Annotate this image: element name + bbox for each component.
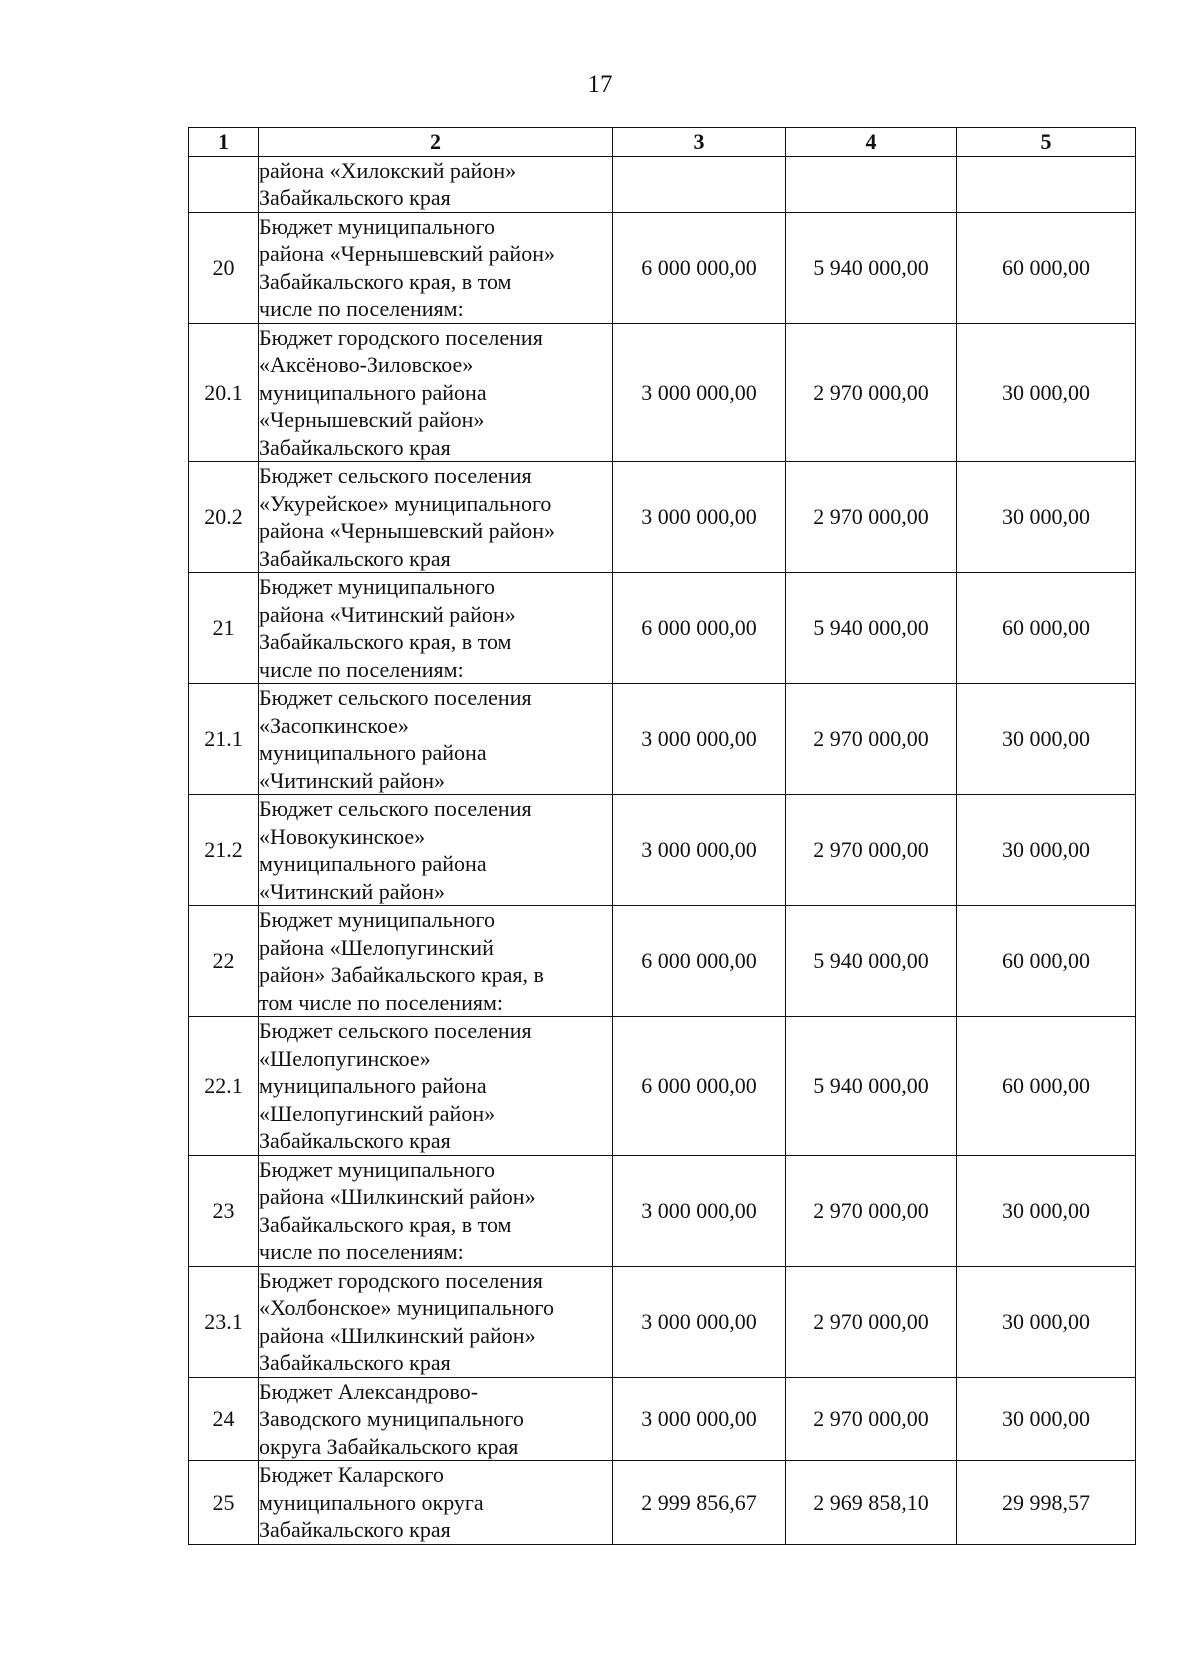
row-amount-col3: 6 000 000,00 — [613, 1017, 786, 1156]
row-amount-col4: 5 940 000,00 — [786, 906, 957, 1017]
row-amount-col3: 3 000 000,00 — [613, 795, 786, 906]
row-number: 25 — [189, 1461, 259, 1545]
row-amount-col5: 30 000,00 — [957, 1266, 1136, 1377]
row-amount-col4: 2 970 000,00 — [786, 1155, 957, 1266]
row-amount-col4: 2 970 000,00 — [786, 323, 957, 462]
row-amount-col5: 60 000,00 — [957, 906, 1136, 1017]
table-row — [189, 323, 1136, 462]
row-description: Бюджет муниципального района «Читинский район» Забайкальского края, в том числе по поселениям: — [259, 573, 613, 684]
row-amount-col3: 3 000 000,00 — [613, 1155, 786, 1266]
row-amount-col3: 2 999 856,67 — [613, 1461, 786, 1545]
row-amount-col5: 29 998,57 — [957, 1461, 1136, 1545]
budget-table — [188, 127, 1136, 1545]
row-amount-col4: 2 970 000,00 — [786, 795, 957, 906]
row-amount-col4: 2 970 000,00 — [786, 1377, 957, 1461]
row-description: Бюджет Каларского муниципального округа Забайкальского края — [259, 1461, 613, 1545]
row-amount-col5: 30 000,00 — [957, 1155, 1136, 1266]
row-amount-col5: 30 000,00 — [957, 795, 1136, 906]
table-row — [189, 795, 1136, 906]
page-number: 17 — [587, 71, 613, 98]
row-number: 21.1 — [189, 684, 259, 795]
row-description: Бюджет сельского поселения «Укурейское» муниципального района «Чернышевский район» Забайкальского края — [259, 462, 613, 573]
table-row — [189, 1017, 1136, 1156]
row-description: Бюджет муниципального района «Шелопугинский район» Забайкальского края, в том числе по поселениям: — [259, 906, 613, 1017]
row-amount-col3: 6 000 000,00 — [613, 906, 786, 1017]
row-number: 22 — [189, 906, 259, 1017]
row-amount-col4: 2 970 000,00 — [786, 462, 957, 573]
table-row — [189, 1377, 1136, 1461]
table-row — [189, 462, 1136, 573]
row-description: Бюджет муниципального района «Чернышевский район» Забайкальского края, в том числе по поселениям: — [259, 212, 613, 323]
row-amount-col4: 5 940 000,00 — [786, 573, 957, 684]
row-description: Бюджет сельского поселения «Засопкинское» муниципального района «Читинский район» — [259, 684, 613, 795]
column-header-4: 4 — [786, 128, 957, 157]
table-row — [189, 684, 1136, 795]
table-row — [189, 1266, 1136, 1377]
row-number: 20 — [189, 212, 259, 323]
column-header-5: 5 — [957, 128, 1136, 157]
row-description: Бюджет муниципального района «Шилкинский район» Забайкальского края, в том числе по поселениям: — [259, 1155, 613, 1266]
row-amount-col3: 3 000 000,00 — [613, 1377, 786, 1461]
table-row — [189, 1155, 1136, 1266]
table-row — [189, 573, 1136, 684]
table-row — [189, 906, 1136, 1017]
row-amount-col3 — [613, 156, 786, 212]
row-amount-col4: 5 940 000,00 — [786, 212, 957, 323]
row-amount-col4: 2 970 000,00 — [786, 684, 957, 795]
row-description: Бюджет городского поселения «Холбонское» муниципального района «Шилкинский район» Забайкальского края — [259, 1266, 613, 1377]
row-number: 22.1 — [189, 1017, 259, 1156]
row-amount-col3: 3 000 000,00 — [613, 684, 786, 795]
row-amount-col3: 3 000 000,00 — [613, 323, 786, 462]
row-number: 24 — [189, 1377, 259, 1461]
row-number: 23 — [189, 1155, 259, 1266]
row-number: 20.1 — [189, 323, 259, 462]
row-amount-col5: 30 000,00 — [957, 323, 1136, 462]
row-amount-col4: 2 970 000,00 — [786, 1266, 957, 1377]
row-number: 23.1 — [189, 1266, 259, 1377]
row-description: Бюджет городского поселения «Аксёново-Зиловское» муниципального района «Чернышевский район» Забайкальского края — [259, 323, 613, 462]
row-amount-col3: 6 000 000,00 — [613, 573, 786, 684]
table-header-row — [189, 128, 1136, 157]
table-row — [189, 1461, 1136, 1545]
column-header-3: 3 — [613, 128, 786, 157]
row-number — [189, 156, 259, 212]
table-row — [189, 212, 1136, 323]
table-row — [189, 156, 1136, 212]
row-amount-col5: 60 000,00 — [957, 212, 1136, 323]
row-amount-col3: 3 000 000,00 — [613, 1266, 786, 1377]
row-description: Бюджет Александрово- Заводского муниципального округа Забайкальского края — [259, 1377, 613, 1461]
row-amount-col5 — [957, 156, 1136, 212]
row-amount-col5: 30 000,00 — [957, 462, 1136, 573]
row-number: 21 — [189, 573, 259, 684]
row-number: 20.2 — [189, 462, 259, 573]
row-amount-col5: 60 000,00 — [957, 573, 1136, 684]
column-header-1: 1 — [189, 128, 259, 157]
row-amount-col4 — [786, 156, 957, 212]
row-number: 21.2 — [189, 795, 259, 906]
row-description: Бюджет сельского поселения «Шелопугинское» муниципального района «Шелопугинский район» Забайкальского края — [259, 1017, 613, 1156]
row-amount-col5: 60 000,00 — [957, 1017, 1136, 1156]
row-amount-col5: 30 000,00 — [957, 684, 1136, 795]
column-header-2: 2 — [259, 128, 613, 157]
row-amount-col3: 6 000 000,00 — [613, 212, 786, 323]
row-amount-col5: 30 000,00 — [957, 1377, 1136, 1461]
row-amount-col3: 3 000 000,00 — [613, 462, 786, 573]
row-amount-col4: 5 940 000,00 — [786, 1017, 957, 1156]
row-description: района «Хилокский район» Забайкальского края — [259, 156, 613, 212]
row-description: Бюджет сельского поселения «Новокукинское» муниципального района «Читинский район» — [259, 795, 613, 906]
row-amount-col4: 2 969 858,10 — [786, 1461, 957, 1545]
